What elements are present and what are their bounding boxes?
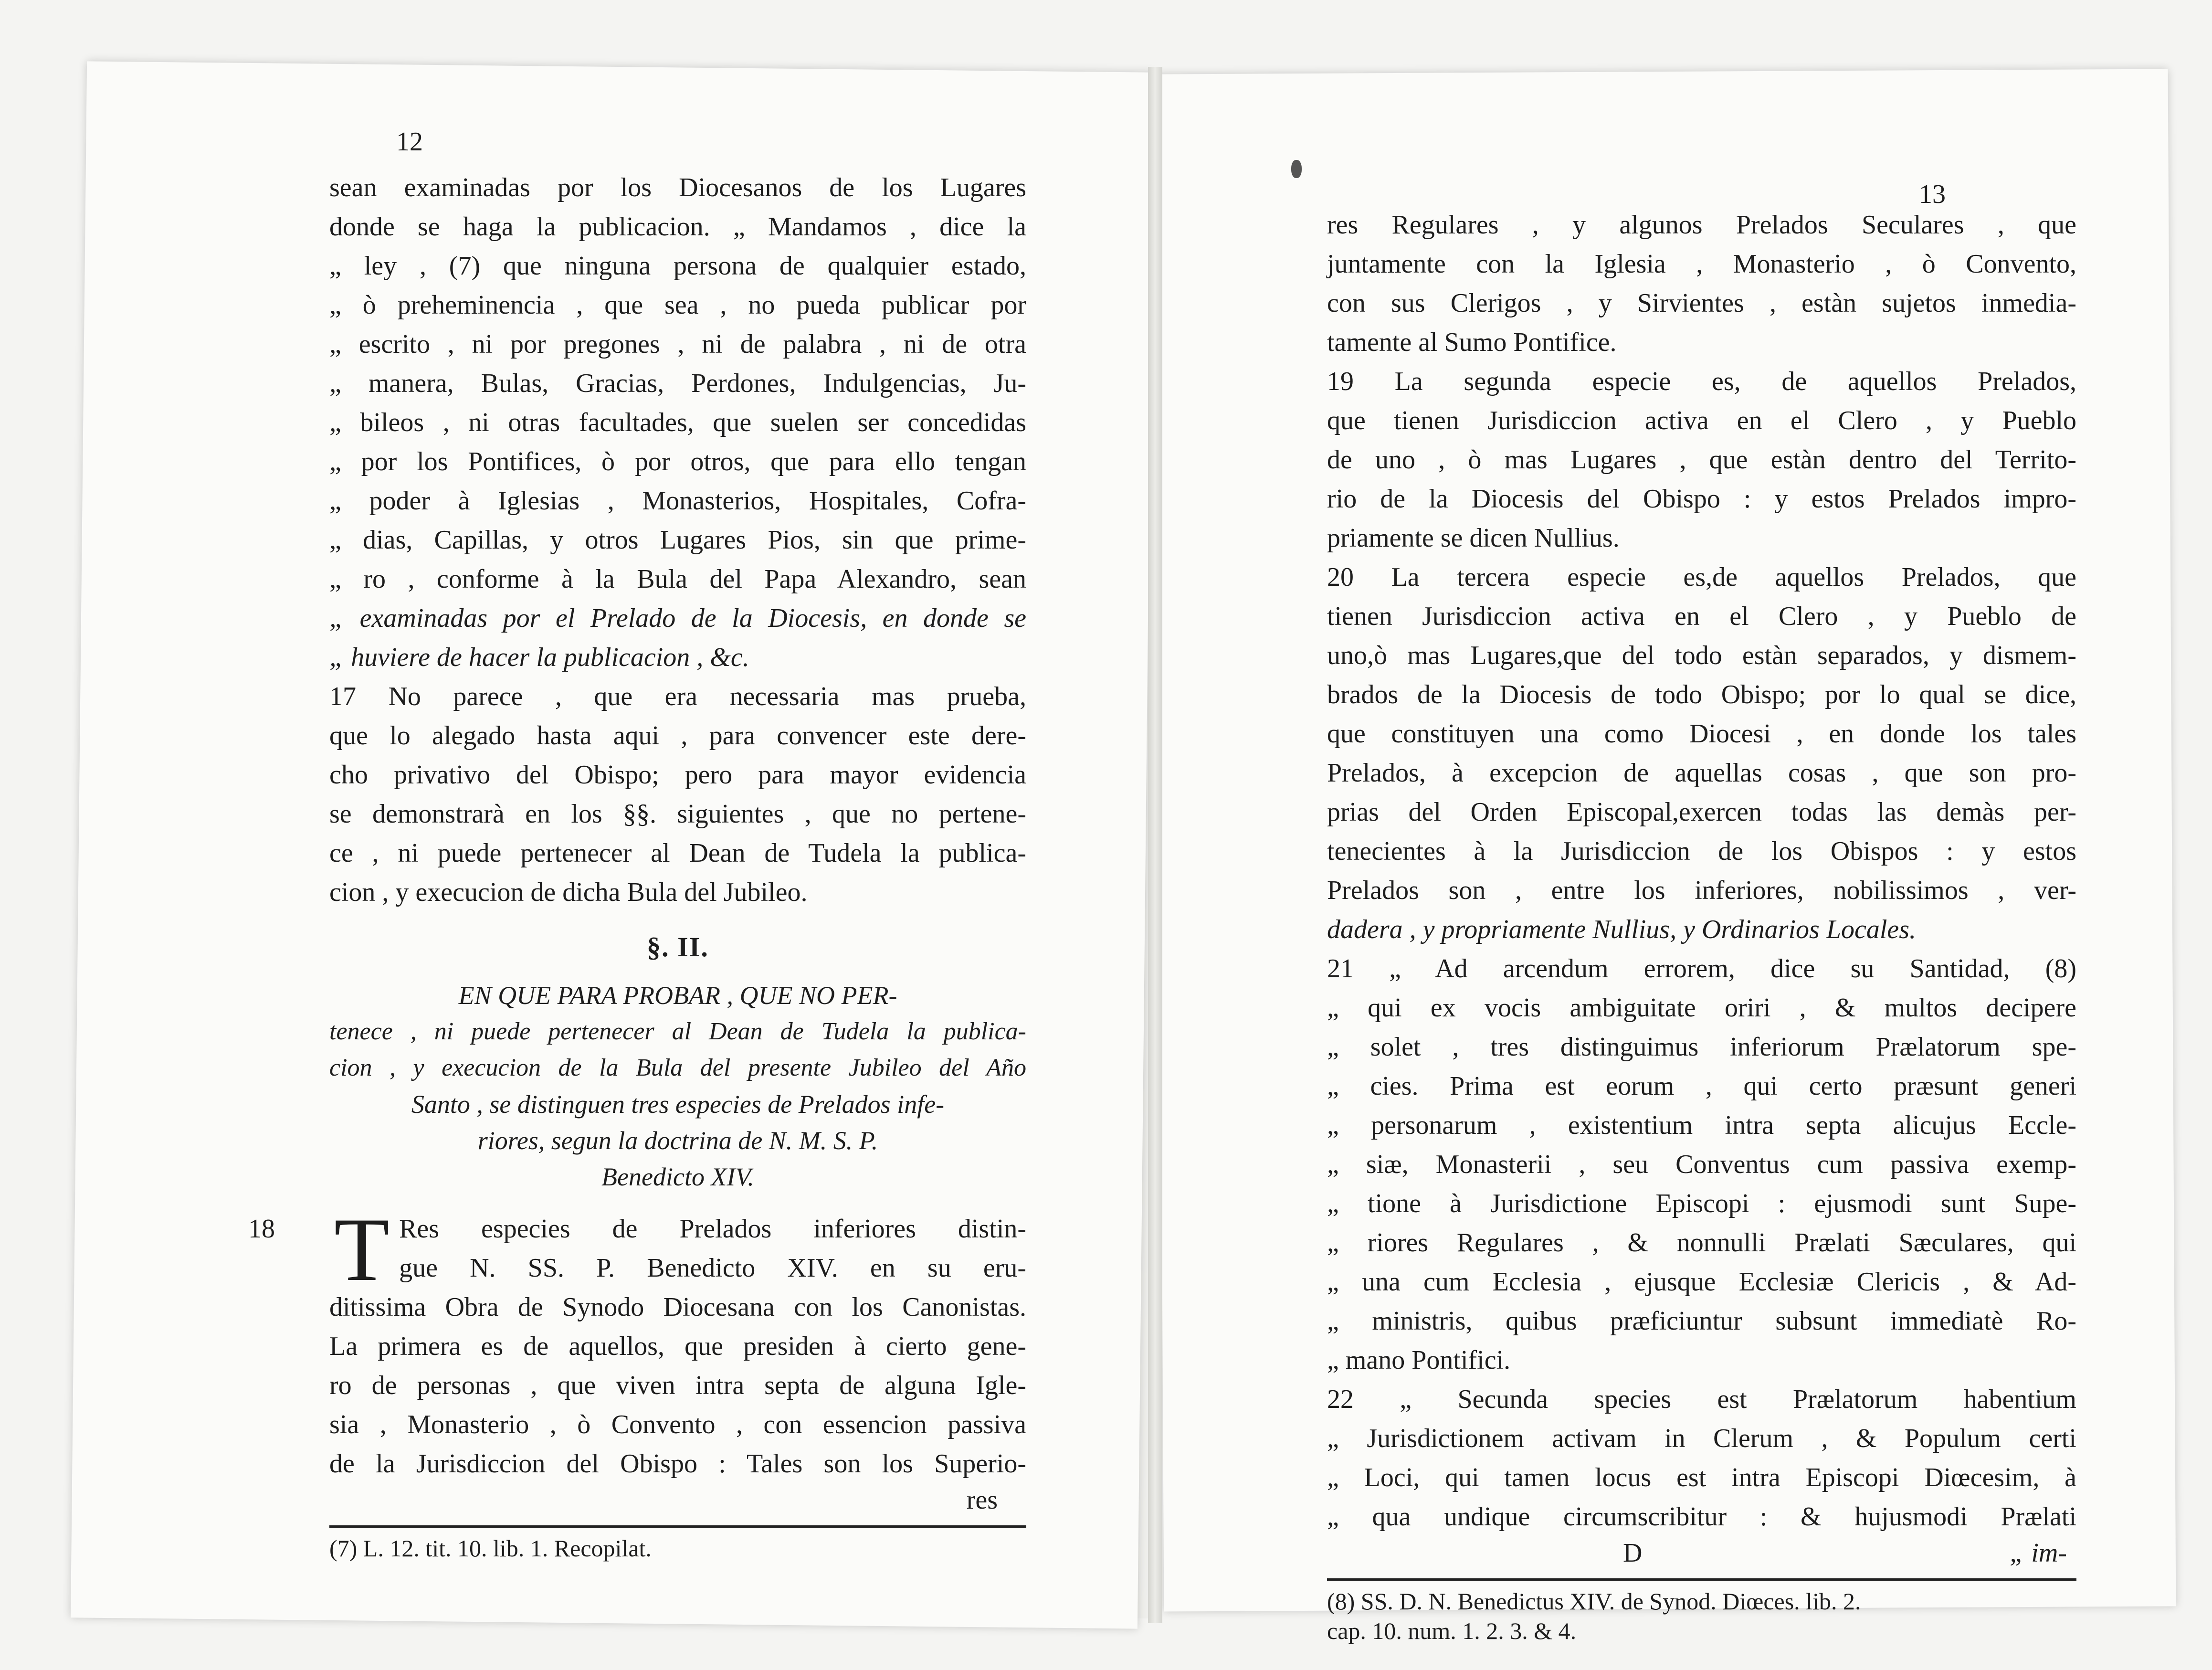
text-line: prias del Orden Episcopal,exercen todas las demàs per- (1327, 797, 2076, 827)
text-line: tienen Jurisdiccion activa en el Clero , y Pueblo de (1327, 602, 2076, 631)
left-text-column (248, 129, 1026, 1563)
text-line: rio de la Diocesis del Obispo : y estos Prelados impro- (1327, 484, 2076, 514)
text-line: „ tione à Jurisdictione Episcopi : ejusmodi sunt Supe- (1327, 1189, 2076, 1218)
text-line: „ por los Pontifices, ò por otros, que para ello tengan (329, 447, 1026, 476)
paragraph-20 (1327, 558, 2076, 949)
footnote-line: (8) SS. D. N. Benedictus XIV. de Synod. Diœces. lib. 2. (1327, 1588, 1861, 1615)
page-number-right: 13 (1919, 180, 1946, 209)
text-line: Prelados, à excepcion de aquellas cosas , que son pro- (1327, 758, 2076, 788)
text-line: gue N. SS. P. Benedicto XIV. en su eru- (399, 1253, 1026, 1283)
text-line: „ ley , (7) que ninguna persona de qualquier estado, (329, 251, 1026, 281)
right-text-column (1327, 177, 2076, 1646)
footnote: (7) L. 12. tit. 10. lib. 1. Recopilat. (329, 1535, 652, 1562)
text-line: „ riores Regulares , & nonnulli Prælati Sæculares, qui (1327, 1228, 2076, 1258)
text-line: „ cies. Prima est eorum , qui certo præsunt generi (1327, 1071, 2076, 1101)
text-line: sean examinadas por los Diocesanos de los Lugares (329, 173, 1026, 202)
signature-mark: D (1623, 1538, 1643, 1568)
page-number-left: 12 (396, 127, 423, 157)
text-line: cion , y execucion de dicha Bula del Jubileo. (329, 877, 808, 907)
text-line: juntamente con la Iglesia , Monasterio , ò Convento, (1327, 249, 2076, 279)
text-line: priamente se dicen Nullius. (1327, 523, 1620, 553)
section-title-line: tenece , ni puede pertenecer al Dean de Tudela la publica- (329, 1018, 1026, 1045)
text-line: dadera , y propriamente Nullius, y Ordinarios Locales. (1327, 915, 1917, 944)
text-line: cho privativo del Obispo; pero para mayor evidencia (329, 760, 1026, 790)
text-line: Prelados son , entre los inferiores, nobilissimos , ver- (1327, 876, 2076, 905)
text-line: „ escrito , ni por pregones , ni de palabra , ni de otra (329, 329, 1026, 359)
drop-cap: T (334, 1200, 390, 1300)
text-line: 20 La tercera especie es,de aquellos Prelados, que (1327, 562, 2076, 592)
text-line: „ solet , tres distinguimus inferiorum Prælatorum spe- (1327, 1032, 2076, 1062)
paragraph-21 (1327, 949, 2076, 1380)
section-title-line: Santo , se distinguen tres especies de Prelados infe- (411, 1090, 945, 1119)
catchword: res (966, 1485, 998, 1515)
footnote-rule (1327, 1578, 2076, 1581)
text-line: Res especies de Prelados inferiores distin- (399, 1214, 1026, 1244)
text-line: tamente al Sumo Pontifice. (1327, 328, 1617, 357)
catchword: „ im- (2010, 1538, 2067, 1568)
footnote-rule (329, 1525, 1026, 1528)
paragraph-17 (329, 677, 1026, 912)
text-line: „ poder à Iglesias , Monasterios, Hospitales, Cofra- (329, 486, 1026, 516)
text-line: 19 La segunda especie es, de aquellos Prelados, (1327, 367, 2076, 396)
paragraph-18 (248, 1200, 1026, 1517)
text-line: res Regulares , y algunos Prelados Seculares , que (1327, 210, 2076, 240)
book-gutter (1148, 67, 1162, 1623)
text-line: que lo alegado hasta aqui , para convencer este dere- (329, 721, 1026, 750)
section-heading: §. II. (647, 931, 709, 962)
text-line: „ personarum , existentium intra septa alicujus Eccle- (1327, 1110, 2076, 1140)
section-title-line: riores, segun la doctrina de N. M. S. P. (477, 1126, 878, 1155)
text-line: 17 No parece , que era necessaria mas prueba, (329, 682, 1026, 711)
section-title (329, 977, 1026, 1195)
text-line: „ examinadas por el Prelado de la Diocesis, en donde se (329, 603, 1026, 633)
text-line: de la Jurisdiccion del Obispo : Tales son los Superio- (329, 1449, 1026, 1479)
text-line: „ qui ex vocis ambiguitate oriri , & multos decipere (1327, 993, 2076, 1023)
ink-blot (1291, 160, 1302, 178)
text-line: „ manera, Bulas, Gracias, Perdones, Indulgencias, Ju- (329, 369, 1026, 398)
text-line: tenecientes à la Jurisdiccion de los Obispos : y estos (1327, 836, 2076, 866)
text-line: „ dias, Capillas, y otros Lugares Pios, sin que prime- (329, 525, 1026, 555)
text-line: „ bileos , ni otras facultades, que suelen ser concedidas (329, 408, 1026, 437)
paragraph-number: 18 (248, 1214, 275, 1244)
section-title-line: cion , y execucion de la Bula del presente Jubileo del Año (329, 1054, 1026, 1081)
text-line: uno,ò mas Lugares,que del todo estàn separados, y dismem- (1327, 641, 2076, 670)
text-line: de uno , ò mas Lugares , que estàn dentro del Territo- (1327, 445, 2076, 475)
text-line: La primera es de aquellos, que presiden à cierto gene- (329, 1332, 1026, 1361)
text-line: 21 „ Ad arcendum errorem, dice su Santidad, (8) (1327, 954, 2076, 983)
right-opening-text (1327, 205, 2076, 362)
text-line: „ mano Pontifici. (1327, 1345, 1511, 1375)
text-line: donde se haga la publicacion. „ Mandamos , dice la (329, 212, 1026, 242)
text-line: „ huviere de hacer la publicacion , &c. (329, 643, 749, 672)
text-line: brados de la Diocesis de todo Obispo; por lo qual se dice, (1327, 680, 2076, 709)
text-line: „ siæ, Monasterii , seu Conventus cum passiva exemp- (1327, 1150, 2076, 1179)
text-line: „ Loci, qui tamen locus est intra Episcopi Diœcesim, à (1327, 1463, 2076, 1492)
text-line: que constituyen una como Diocesi , en donde los tales (1327, 719, 2076, 749)
section-title-line: Benedicto XIV. (601, 1163, 754, 1191)
text-line: ce , ni puede pertenecer al Dean de Tudela la publica- (329, 838, 1026, 868)
text-line: „ ò preheminencia , que sea , no pueda publicar por (329, 290, 1026, 320)
text-line: „ Jurisdictionem activam in Clerum , & Populum certi (1327, 1424, 2076, 1453)
text-line: ditissima Obra de Synodo Diocesana con los Canonistas. (329, 1292, 1026, 1322)
text-line: „ una cum Ecclesia , ejusque Ecclesiæ Clericis , & Ad- (1327, 1267, 2076, 1297)
text-line: „ ro , conforme à la Bula del Papa Alexandro, sean (329, 564, 1026, 594)
text-line: „ qua undique circumscribitur : & hujusmodi Prælati (1327, 1502, 2076, 1532)
text-line: se demonstrarà en los §§. siguientes , que no pertene- (329, 799, 1026, 829)
text-line: que tienen Jurisdiccion activa en el Clero , y Pueblo (1327, 406, 2076, 435)
left-opening-text (329, 168, 1026, 677)
text-line: „ ministris, quibus præficiuntur subsunt immediatè Ro- (1327, 1306, 2076, 1336)
text-line: con sus Clerigos , y Sirvientes , estàn sujetos inmedia- (1327, 288, 2076, 318)
text-line: ro de personas , que viven intra septa de alguna Igle- (329, 1371, 1026, 1400)
text-line: sia , Monasterio , ò Convento , con essencion passiva (329, 1410, 1026, 1439)
paragraph-19 (1327, 362, 2076, 558)
section-title-line: EN QUE PARA PROBAR , QUE NO PER- (458, 981, 897, 1010)
text-line: 22 „ Secunda species est Prælatorum habentium (1327, 1385, 2076, 1414)
footnote-line: cap. 10. num. 1. 2. 3. & 4. (1327, 1617, 1577, 1644)
paragraph-22 (1327, 1380, 2076, 1536)
